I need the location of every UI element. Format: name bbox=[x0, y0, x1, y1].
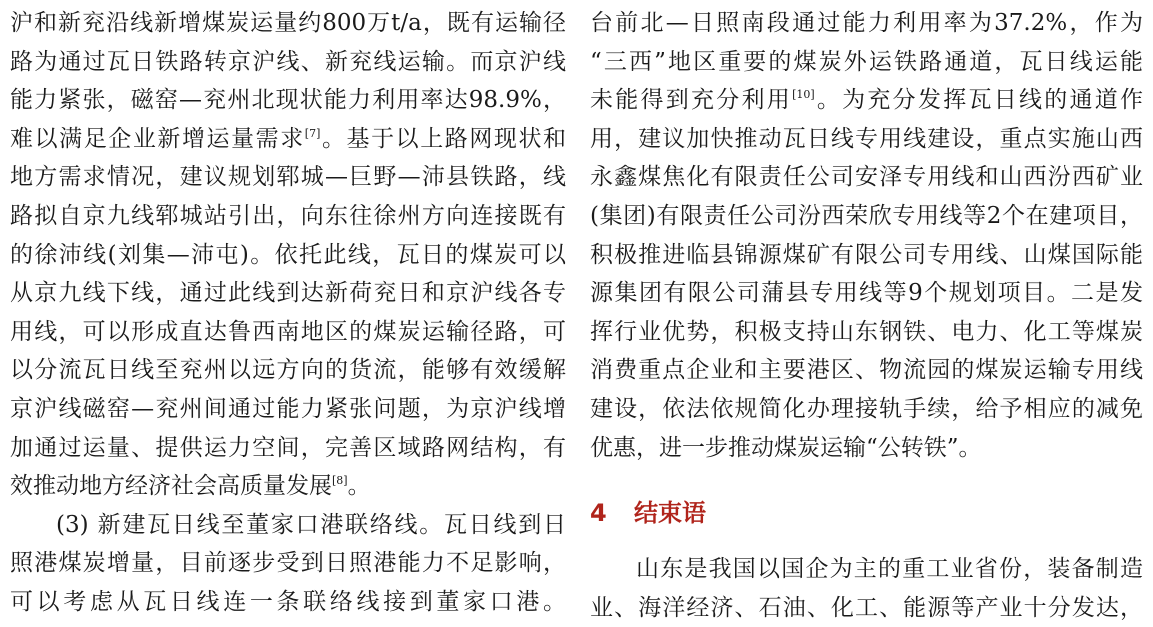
text-line bbox=[10, 390, 566, 429]
text-line bbox=[590, 43, 1143, 82]
line-text: 能力紧张，磁窑—兖州北现状能力利用率达98.9%， bbox=[10, 87, 566, 114]
line-text: 建设，依法依规简化办理接轨手续，给予相应的减免 bbox=[590, 396, 1143, 422]
text-line bbox=[10, 429, 566, 468]
text-line bbox=[10, 81, 566, 120]
line-text: 优惠，进一步推动煤炭运输“公转铁”。 bbox=[590, 434, 982, 461]
text-line bbox=[10, 506, 566, 545]
line-text: 效推动地方经济社会高质量发展 bbox=[10, 473, 332, 500]
text-line bbox=[590, 550, 1143, 589]
line-text: 积极推进临县锦源煤矿有限公司专用线、山煤国际能 bbox=[590, 241, 1143, 268]
line-text: 山东是我国以国企为主的重工业省份，装备制造 bbox=[636, 556, 1143, 582]
citation-ref: [8] bbox=[332, 474, 348, 488]
line-text: 难以满足企业新增运量需求 bbox=[10, 125, 305, 152]
line-text: 消费重点企业和主要港区、物流园的煤炭运输专用线 bbox=[590, 357, 1143, 384]
text-line bbox=[10, 158, 566, 197]
line-text: 路为通过瓦日铁路转京沪线、新兖线运输。而京沪线 bbox=[10, 48, 566, 75]
text-line bbox=[10, 313, 566, 352]
line-text-continued: 。基于以上路网现状和 bbox=[320, 125, 567, 152]
line-text: 可以考虑从瓦日线连一条联络线接到董家口港。 bbox=[10, 589, 566, 615]
text-line bbox=[10, 120, 566, 159]
line-text: 从京九线下线，通过此线到达新荷兖日和京沪线各专 bbox=[10, 280, 566, 307]
text-line bbox=[590, 120, 1143, 159]
line-text: 用线，可以形成直达鲁西南地区的煤炭运输径路，可 bbox=[10, 318, 566, 345]
text-line bbox=[10, 43, 566, 82]
text-line bbox=[590, 313, 1143, 352]
text-line bbox=[590, 81, 1143, 120]
line-text: (集团)有限责任公司汾西荣欣专用线等2个在建项目， bbox=[590, 203, 1143, 229]
line-text: 台前北—日照南段通过能力利用率为37.2%，作为 bbox=[590, 10, 1143, 36]
citation-ref: [7] bbox=[304, 126, 321, 140]
line-text: 用，建议加快推动瓦日线专用线建设，重点实施山西 bbox=[590, 125, 1143, 152]
text-line bbox=[590, 158, 1143, 197]
line-text: 的徐沛线(刘集—沛屯)。依托此线，瓦日的煤炭可以 bbox=[10, 241, 566, 268]
section-title: 结束语 bbox=[634, 499, 706, 527]
line-text-continued: 。 bbox=[347, 473, 371, 500]
text-line bbox=[10, 583, 566, 622]
line-text: 源集团有限公司蒲县专用线等9个规划项目。二是发 bbox=[590, 280, 1143, 307]
text-line bbox=[590, 4, 1143, 43]
line-text: “三西”地区重要的煤炭外运铁路通道，瓦日线运能 bbox=[590, 48, 1143, 75]
section-number: 4 bbox=[590, 499, 607, 527]
section-heading bbox=[590, 495, 706, 531]
text-line bbox=[10, 274, 566, 313]
line-text-continued: 。为充分发挥瓦日线的通道作 bbox=[814, 87, 1144, 114]
text-line bbox=[10, 236, 566, 275]
text-line bbox=[10, 4, 566, 43]
text-line bbox=[10, 197, 566, 236]
text-line bbox=[590, 589, 1143, 627]
text-line bbox=[10, 351, 566, 390]
line-text: 以分流瓦日线至兖州以远方向的货流，能够有效缓解 bbox=[10, 357, 566, 384]
text-line bbox=[590, 429, 1143, 468]
line-text: 京沪线磁窑—兖州间通过能力紧张问题，为京沪线增 bbox=[10, 396, 566, 422]
line-text: 永鑫煤焦化有限责任公司安泽专用线和山西汾西矿业 bbox=[590, 164, 1143, 191]
citation-ref: [10] bbox=[792, 88, 815, 102]
text-line bbox=[10, 544, 566, 583]
line-text: 路拟自京九线郓城站引出，向东往徐州方向连接既有 bbox=[10, 203, 566, 229]
line-text: 加通过运量、提供运力空间，完善区域路网结构，有 bbox=[10, 434, 566, 461]
line-text: 沪和新兖沿线新增煤炭运量约800万t/a，既有运输径 bbox=[10, 10, 566, 36]
line-text: (3) 新建瓦日线至董家口港联络线。瓦日线到日 bbox=[56, 511, 566, 538]
text-line bbox=[590, 236, 1143, 275]
text-line bbox=[10, 467, 566, 506]
text-line bbox=[590, 197, 1143, 236]
line-text: 未能得到充分利用 bbox=[590, 87, 793, 114]
text-line bbox=[590, 274, 1143, 313]
line-text: 挥行业优势，积极支持山东钢铁、电力、化工等煤炭 bbox=[590, 318, 1143, 345]
line-text: 地方需求情况，建议规划郓城—巨野—沛县铁路，线 bbox=[10, 164, 566, 191]
text-line bbox=[590, 390, 1143, 429]
text-line bbox=[590, 351, 1143, 390]
line-text: 照港煤炭增量，目前逐步受到日照港能力不足影响， bbox=[10, 550, 566, 577]
line-text: 业、海洋经济、石油、化工、能源等产业十分发达， bbox=[590, 594, 1143, 621]
